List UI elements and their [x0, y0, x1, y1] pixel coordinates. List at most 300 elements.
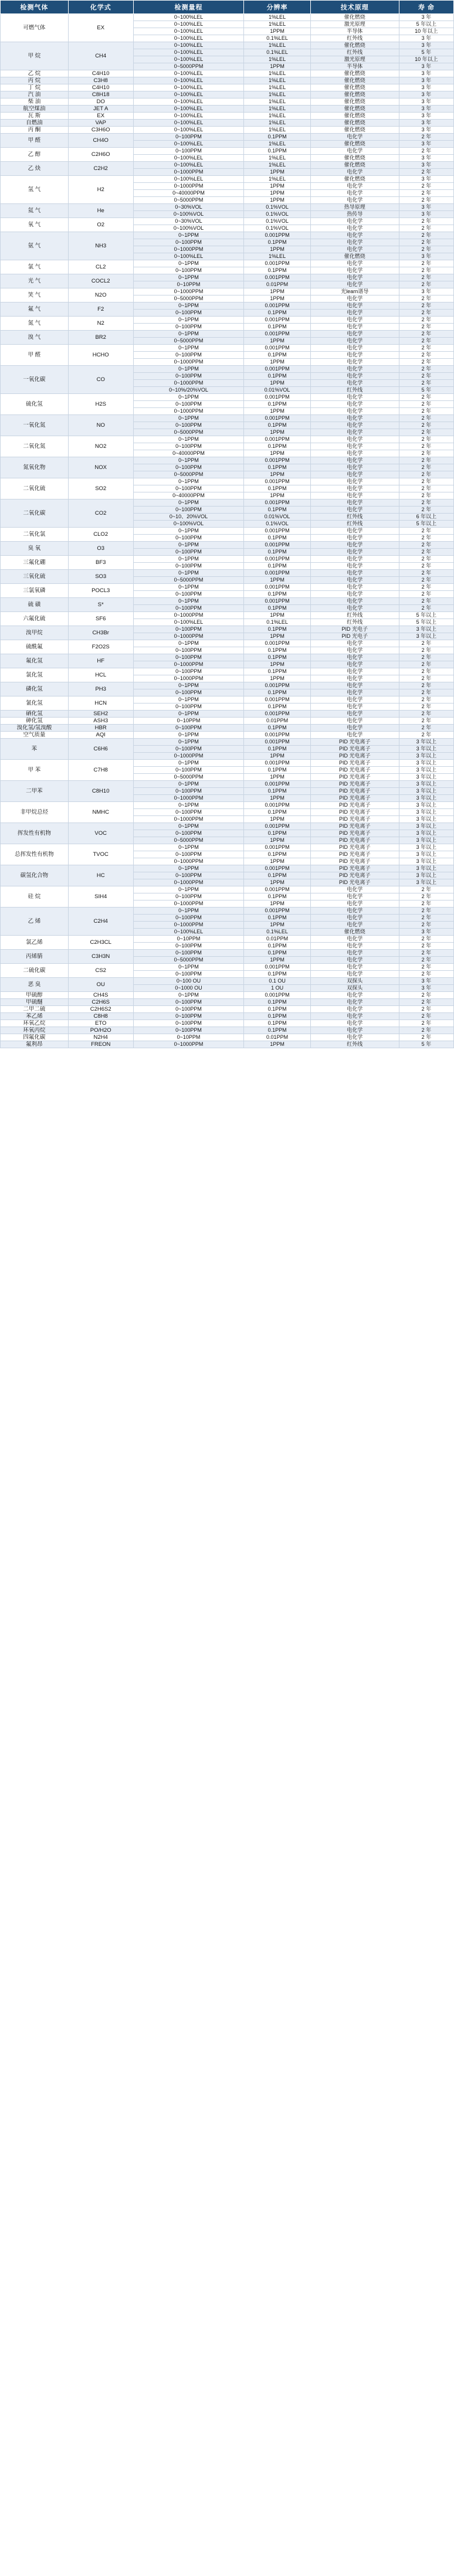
resolution-cell: 1PPM — [244, 879, 310, 886]
range-cell: 0~1000PPM — [133, 1041, 244, 1048]
range-cell: 0~100PPM — [133, 746, 244, 753]
formula-cell: O2 — [68, 218, 133, 232]
gas-name-cell: 氮 气 — [1, 317, 69, 331]
technology-cell: 电化学 — [310, 478, 399, 485]
technology-cell: PID 光电离子 — [310, 865, 399, 872]
header-technology: 技术原理 — [310, 1, 399, 14]
gas-name-cell: 溴 气 — [1, 331, 69, 345]
range-cell: 0~1PPM — [133, 886, 244, 893]
technology-cell: 电化学 — [310, 225, 399, 232]
table-row — [1, 654, 454, 661]
lifetime-cell: 5 年 — [399, 49, 453, 56]
resolution-cell: 0.1PPM — [244, 507, 310, 514]
resolution-cell: 0.001PPM — [244, 394, 310, 401]
range-cell: 0~1PPM — [133, 598, 244, 605]
lifetime-cell: 2 年 — [399, 225, 453, 232]
range-cell: 0~5000PPM — [133, 577, 244, 584]
resolution-cell: 1PPM — [244, 183, 310, 190]
header-formula: 化学式 — [68, 1, 133, 14]
range-cell: 0~100%LEL — [133, 77, 244, 84]
technology-cell: 半导体 — [310, 28, 399, 35]
technology-cell: 催化燃烧 — [310, 106, 399, 113]
gas-name-cell: 氢 气 — [1, 176, 69, 204]
technology-cell: PID 光电离子 — [310, 774, 399, 781]
technology-cell: 电化学 — [310, 647, 399, 654]
range-cell: 0~100PPM — [133, 134, 244, 141]
lifetime-cell: 2 年 — [399, 415, 453, 422]
resolution-cell: 0.1PPM — [244, 943, 310, 950]
technology-cell: 红外线 — [310, 619, 399, 626]
lifetime-cell: 2 年 — [399, 281, 453, 288]
range-cell: 0~100PPM — [133, 851, 244, 858]
technology-cell: 催化燃烧 — [310, 84, 399, 91]
range-cell: 0~100%LEL — [133, 28, 244, 35]
range-cell: 0~100PPM — [133, 310, 244, 317]
technology-cell: PID 光电离子 — [310, 767, 399, 774]
range-cell: 0~100%VOL — [133, 225, 244, 232]
range-cell: 0~1PPM — [133, 739, 244, 746]
formula-cell: TVOC — [68, 844, 133, 865]
resolution-cell: 1PPM — [244, 816, 310, 823]
technology-cell: 电化学 — [310, 190, 399, 197]
table-row — [1, 331, 454, 338]
table-row — [1, 739, 454, 746]
technology-cell: 红外线 — [310, 612, 399, 619]
technology-cell: 电化学 — [310, 1027, 399, 1034]
technology-cell: 电化学 — [310, 295, 399, 303]
lifetime-cell: 2 年 — [399, 373, 453, 380]
lifetime-cell: 2 年 — [399, 1034, 453, 1041]
lifetime-cell: 3 年 — [399, 978, 453, 985]
lifetime-cell: 3 年 — [399, 106, 453, 113]
technology-cell: PID 光电离子 — [310, 788, 399, 795]
resolution-cell: 0.1PPM — [244, 1006, 310, 1013]
resolution-cell: 0.1PPM — [244, 626, 310, 633]
resolution-cell: 1PPM — [244, 957, 310, 964]
table-row — [1, 204, 454, 211]
gas-name-cell: 硫酰氟 — [1, 640, 69, 654]
range-cell: 0~30%VOL — [133, 218, 244, 225]
resolution-cell: 1%LEL — [244, 21, 310, 28]
lifetime-cell: 3 年以上 — [399, 633, 453, 640]
technology-cell: 电化学 — [310, 711, 399, 718]
range-cell: 0~1PPM — [133, 640, 244, 647]
range-cell: 0~1000PPM — [133, 183, 244, 190]
resolution-cell: 0.001PPM — [244, 260, 310, 267]
lifetime-cell: 2 年 — [399, 1006, 453, 1013]
resolution-cell: 0.1 OU — [244, 978, 310, 985]
gas-name-cell: 苯乙烯 — [1, 1013, 69, 1020]
resolution-cell: 0.1PPM — [244, 373, 310, 380]
table-row — [1, 499, 454, 507]
resolution-cell: 1PPM — [244, 288, 310, 295]
lifetime-cell: 5 年 — [399, 1041, 453, 1048]
resolution-cell: 1PPM — [244, 858, 310, 865]
table-row — [1, 260, 454, 267]
range-cell: 0~100PPM — [133, 239, 244, 246]
range-cell: 0~100PPM — [133, 971, 244, 978]
formula-cell: FREON — [68, 1041, 133, 1048]
technology-cell: 电化学 — [310, 950, 399, 957]
resolution-cell: 0.001PPM — [244, 331, 310, 338]
technology-cell: PID 光电离子 — [310, 802, 399, 809]
lifetime-cell: 2 年 — [399, 675, 453, 682]
resolution-cell: 1PPM — [244, 795, 310, 802]
range-cell: 0~1PPM — [133, 823, 244, 830]
technology-cell: 电化学 — [310, 401, 399, 408]
lifetime-cell: 3 年以上 — [399, 879, 453, 886]
range-cell: 0~5000PPM — [133, 338, 244, 345]
table-row — [1, 598, 454, 605]
lifetime-cell: 2 年 — [399, 324, 453, 331]
gas-name-cell: 乙 醇 — [1, 148, 69, 162]
range-cell: 0~100%LEL — [133, 113, 244, 120]
lifetime-cell: 2 年 — [399, 943, 453, 950]
resolution-cell: 0.001PPM — [244, 760, 310, 767]
table-row — [1, 1020, 454, 1027]
resolution-cell: 0.01PPM — [244, 718, 310, 725]
technology-cell: 电化学 — [310, 246, 399, 253]
lifetime-cell: 2 年 — [399, 422, 453, 429]
lifetime-cell: 2 年 — [399, 542, 453, 549]
technology-cell: 电化学 — [310, 345, 399, 352]
table-row — [1, 992, 454, 999]
resolution-cell: 0.1PPM — [244, 267, 310, 274]
range-cell: 0~5000PPM — [133, 63, 244, 70]
range-cell: 0~100PPM — [133, 1013, 244, 1020]
lifetime-cell: 2 年 — [399, 915, 453, 922]
range-cell: 0~10PPM — [133, 936, 244, 943]
gas-name-cell: 乙 烷 — [1, 70, 69, 77]
resolution-cell: 1PPM — [244, 753, 310, 760]
resolution-cell: 0.1PPM — [244, 767, 310, 774]
range-cell: 0~1000 OU — [133, 985, 244, 992]
resolution-cell: 1PPM — [244, 246, 310, 253]
technology-cell: 电化学 — [310, 443, 399, 450]
technology-cell: 电化学 — [310, 457, 399, 464]
gas-name-cell: 氨 气 — [1, 232, 69, 260]
formula-cell: NO — [68, 415, 133, 436]
lifetime-cell: 3 年以上 — [399, 753, 453, 760]
range-cell: 0~1PPM — [133, 781, 244, 788]
technology-cell: 电化学 — [310, 957, 399, 964]
formula-cell: BF3 — [68, 556, 133, 570]
formula-cell: F2 — [68, 303, 133, 317]
resolution-cell: 0.001PPM — [244, 366, 310, 373]
technology-cell: 电化学 — [310, 725, 399, 732]
table-row — [1, 542, 454, 549]
range-cell: 0~1PPM — [133, 865, 244, 872]
lifetime-cell: 2 年 — [399, 535, 453, 542]
range-cell: 0~1PPM — [133, 570, 244, 577]
lifetime-cell: 2 年 — [399, 295, 453, 303]
technology-cell: 电化学 — [310, 197, 399, 204]
technology-cell: 电化学 — [310, 317, 399, 324]
technology-cell: PID 光电离子 — [310, 795, 399, 802]
range-cell: 0~100PPM — [133, 689, 244, 696]
technology-cell: PID 光电离子 — [310, 872, 399, 879]
formula-cell: SF6 — [68, 612, 133, 626]
resolution-cell: 1%LEL — [244, 91, 310, 98]
formula-cell: H2 — [68, 176, 133, 204]
table-row — [1, 781, 454, 788]
resolution-cell: 0.001PPM — [244, 415, 310, 422]
technology-cell: 电化学 — [310, 584, 399, 591]
formula-cell: CO2 — [68, 499, 133, 528]
lifetime-cell: 2 年 — [399, 964, 453, 971]
resolution-cell: 0.001PPM — [244, 682, 310, 689]
formula-cell: C6H6 — [68, 739, 133, 760]
resolution-cell: 0.1PPM — [244, 971, 310, 978]
formula-cell: NMHC — [68, 802, 133, 823]
lifetime-cell: 2 年 — [399, 711, 453, 718]
lifetime-cell: 2 年 — [399, 499, 453, 507]
formula-cell: C7H8 — [68, 760, 133, 781]
lifetime-cell: 2 年 — [399, 190, 453, 197]
technology-cell: 电化学 — [310, 696, 399, 704]
gas-name-cell: 甲 醛 — [1, 345, 69, 366]
formula-cell: C2H2 — [68, 162, 133, 176]
technology-cell: 激光原理 — [310, 56, 399, 63]
range-cell: 0~1000PPM — [133, 612, 244, 619]
resolution-cell: 0.1PPM — [244, 148, 310, 155]
lifetime-cell: 2 年 — [399, 471, 453, 478]
lifetime-cell: 2 年 — [399, 725, 453, 732]
range-cell: 0~100%LEL — [133, 49, 244, 56]
resolution-cell: 0.001PPM — [244, 739, 310, 746]
technology-cell: 电化学 — [310, 971, 399, 978]
resolution-cell: 0.1%VOL — [244, 211, 310, 218]
gas-name-cell: 环氧丙烷 — [1, 1027, 69, 1034]
lifetime-cell: 5 年以上 — [399, 21, 453, 28]
lifetime-cell: 2 年 — [399, 331, 453, 338]
lifetime-cell: 2 年 — [399, 507, 453, 514]
lifetime-cell: 3 年 — [399, 42, 453, 49]
range-cell: 0~10%/20%VOL — [133, 387, 244, 394]
technology-cell: 电化学 — [310, 218, 399, 225]
range-cell: 0~100PPM — [133, 647, 244, 654]
formula-cell: C8H18 — [68, 91, 133, 98]
resolution-cell: 0.001PPM — [244, 908, 310, 915]
formula-cell: C3H6O — [68, 127, 133, 134]
table-row — [1, 760, 454, 767]
technology-cell: 催化燃烧 — [310, 77, 399, 84]
lifetime-cell: 3 年以上 — [399, 809, 453, 816]
table-row — [1, 584, 454, 591]
resolution-cell: 1%LEL — [244, 98, 310, 106]
technology-cell: 电化学 — [310, 640, 399, 647]
technology-cell: 电化学 — [310, 591, 399, 598]
table-body — [1, 14, 454, 1048]
lifetime-cell: 2 年 — [399, 668, 453, 675]
lifetime-cell: 2 年 — [399, 563, 453, 570]
range-cell: 0~100%LEL — [133, 162, 244, 169]
lifetime-cell: 2 年 — [399, 886, 453, 893]
formula-cell: HC — [68, 865, 133, 886]
technology-cell: 电化学 — [310, 436, 399, 443]
gas-spec-table — [0, 0, 454, 1048]
technology-cell: 电化学 — [310, 422, 399, 429]
range-cell: 0~10PPM — [133, 1034, 244, 1041]
lifetime-cell: 2 年 — [399, 169, 453, 176]
table-row — [1, 394, 454, 401]
resolution-cell: 0.1%LEL — [244, 929, 310, 936]
range-cell: 0~1PPM — [133, 499, 244, 507]
lifetime-cell: 2 年 — [399, 359, 453, 366]
gas-name-cell: 丙 酮 — [1, 127, 69, 134]
lifetime-cell: 2 年 — [399, 239, 453, 246]
lifetime-cell: 3 年 — [399, 98, 453, 106]
technology-cell: PID 光电子 — [310, 626, 399, 633]
resolution-cell: 0.001PPM — [244, 232, 310, 239]
technology-cell: 电化学 — [310, 331, 399, 338]
technology-cell: 电化学 — [310, 675, 399, 682]
technology-cell: 电化学 — [310, 232, 399, 239]
technology-cell: 电化学 — [310, 338, 399, 345]
resolution-cell: 1%LEL — [244, 113, 310, 120]
lifetime-cell: 2 年 — [399, 689, 453, 696]
resolution-cell: 0.001PPM — [244, 556, 310, 563]
technology-cell: 电化学 — [310, 1013, 399, 1020]
lifetime-cell: 3 年以上 — [399, 858, 453, 865]
gas-name-cell: 三氟化硼 — [1, 556, 69, 570]
formula-cell: He — [68, 204, 133, 218]
table-row — [1, 436, 454, 443]
gas-name-cell: 甲硫醚 — [1, 999, 69, 1006]
technology-cell: 电化学 — [310, 992, 399, 999]
gas-name-cell: 氦 气 — [1, 204, 69, 218]
technology-cell: 催化燃烧 — [310, 42, 399, 49]
lifetime-cell: 3 年以上 — [399, 760, 453, 767]
formula-cell: N2O — [68, 288, 133, 303]
resolution-cell: 1PPM — [244, 612, 310, 619]
table-row — [1, 148, 454, 155]
lifetime-cell: 2 年 — [399, 478, 453, 485]
formula-cell: DO — [68, 98, 133, 106]
gas-name-cell: 氯乙烯 — [1, 936, 69, 950]
range-cell: 0~40000PPM — [133, 492, 244, 499]
table-row — [1, 317, 454, 324]
range-cell: 0~1000PPM — [133, 288, 244, 295]
lifetime-cell: 2 年 — [399, 218, 453, 225]
gas-name-cell: 碳氢化合物 — [1, 865, 69, 886]
range-cell: 0~1000PPM — [133, 858, 244, 865]
lifetime-cell: 3 年以上 — [399, 844, 453, 851]
range-cell: 0~100%LEL — [133, 14, 244, 21]
table-row — [1, 978, 454, 985]
range-cell: 0~100%LEL — [133, 929, 244, 936]
table-row — [1, 42, 454, 49]
table-row — [1, 1034, 454, 1041]
technology-cell: 电化学 — [310, 704, 399, 711]
formula-cell: BR2 — [68, 331, 133, 345]
resolution-cell: 0.1PPM — [244, 654, 310, 661]
gas-name-cell: 三氯氧磷 — [1, 584, 69, 598]
lifetime-cell: 6 年以上 — [399, 514, 453, 521]
resolution-cell: 1%LEL — [244, 70, 310, 77]
table-row — [1, 478, 454, 485]
range-cell: 0~1PPM — [133, 394, 244, 401]
technology-cell: 催化燃烧 — [310, 14, 399, 21]
range-cell: 0~100PPM — [133, 668, 244, 675]
resolution-cell: 0.1PPM — [244, 893, 310, 900]
gas-name-cell: 氟化氢 — [1, 654, 69, 668]
technology-cell: 电化学 — [310, 936, 399, 943]
resolution-cell: 1%LEL — [244, 120, 310, 127]
technology-cell: 电化学 — [310, 900, 399, 908]
gas-name-cell: 二氧化氮 — [1, 436, 69, 457]
lifetime-cell: 2 年 — [399, 577, 453, 584]
resolution-cell: 0.001PPM — [244, 274, 310, 281]
resolution-cell: 0.001PPM — [244, 823, 310, 830]
range-cell: 0~1PPM — [133, 760, 244, 767]
formula-cell: VOC — [68, 823, 133, 844]
technology-cell: PID 光电离子 — [310, 746, 399, 753]
technology-cell: 电化学 — [310, 915, 399, 922]
header-gas-name: 检测气体 — [1, 1, 69, 14]
technology-cell: PID 光电离子 — [310, 879, 399, 886]
technology-cell: 电化学 — [310, 485, 399, 492]
resolution-cell: 1PPM — [244, 900, 310, 908]
range-cell: 0~100PPM — [133, 324, 244, 331]
range-cell: 0~100PPM — [133, 267, 244, 274]
formula-cell: CS2 — [68, 964, 133, 978]
range-cell: 0~100PPM — [133, 1027, 244, 1034]
resolution-cell: 0.1PPM — [244, 830, 310, 837]
resolution-cell: 0.1PPM — [244, 915, 310, 922]
range-cell: 0~100PPM — [133, 950, 244, 957]
lifetime-cell: 3 年 — [399, 91, 453, 98]
range-cell: 0~100PPM — [133, 725, 244, 732]
range-cell: 0~1PPM — [133, 908, 244, 915]
table-row — [1, 113, 454, 120]
technology-cell: 电化学 — [310, 464, 399, 471]
table-row — [1, 999, 454, 1006]
lifetime-cell: 10 年以上 — [399, 28, 453, 35]
gas-name-cell: 二甲苯 — [1, 781, 69, 802]
resolution-cell: 1PPM — [244, 471, 310, 478]
table-row — [1, 570, 454, 577]
range-cell: 0~1000PPM — [133, 900, 244, 908]
lifetime-cell: 2 年 — [399, 260, 453, 267]
table-row — [1, 1041, 454, 1048]
gas-name-cell: 甲 苯 — [1, 760, 69, 781]
resolution-cell: 0.001PPM — [244, 640, 310, 647]
resolution-cell: 1PPM — [244, 661, 310, 668]
lifetime-cell: 2 年 — [399, 732, 453, 739]
range-cell: 0~1000PPM — [133, 169, 244, 176]
technology-cell: 电化学 — [310, 964, 399, 971]
resolution-cell: 1PPM — [244, 63, 310, 70]
table-row — [1, 823, 454, 830]
range-cell: 0~1PPM — [133, 260, 244, 267]
lifetime-cell: 2 年 — [399, 464, 453, 471]
gas-name-cell: 六氟化硫 — [1, 612, 69, 626]
resolution-cell: 1PPM — [244, 197, 310, 204]
gas-name-cell: 航空煤油 — [1, 106, 69, 113]
range-cell: 0~1000PPM — [133, 675, 244, 682]
lifetime-cell: 3 年 — [399, 211, 453, 218]
lifetime-cell: 2 年 — [399, 908, 453, 915]
technology-cell: PID 光电离子 — [310, 844, 399, 851]
range-cell: 0~1PPM — [133, 232, 244, 239]
technology-cell: 电化学 — [310, 260, 399, 267]
resolution-cell: 1 OU — [244, 985, 310, 992]
resolution-cell: 1PPM — [244, 295, 310, 303]
technology-cell: 电化学 — [310, 598, 399, 605]
technology-cell: 电化学 — [310, 281, 399, 288]
technology-cell: 电化学 — [310, 999, 399, 1006]
